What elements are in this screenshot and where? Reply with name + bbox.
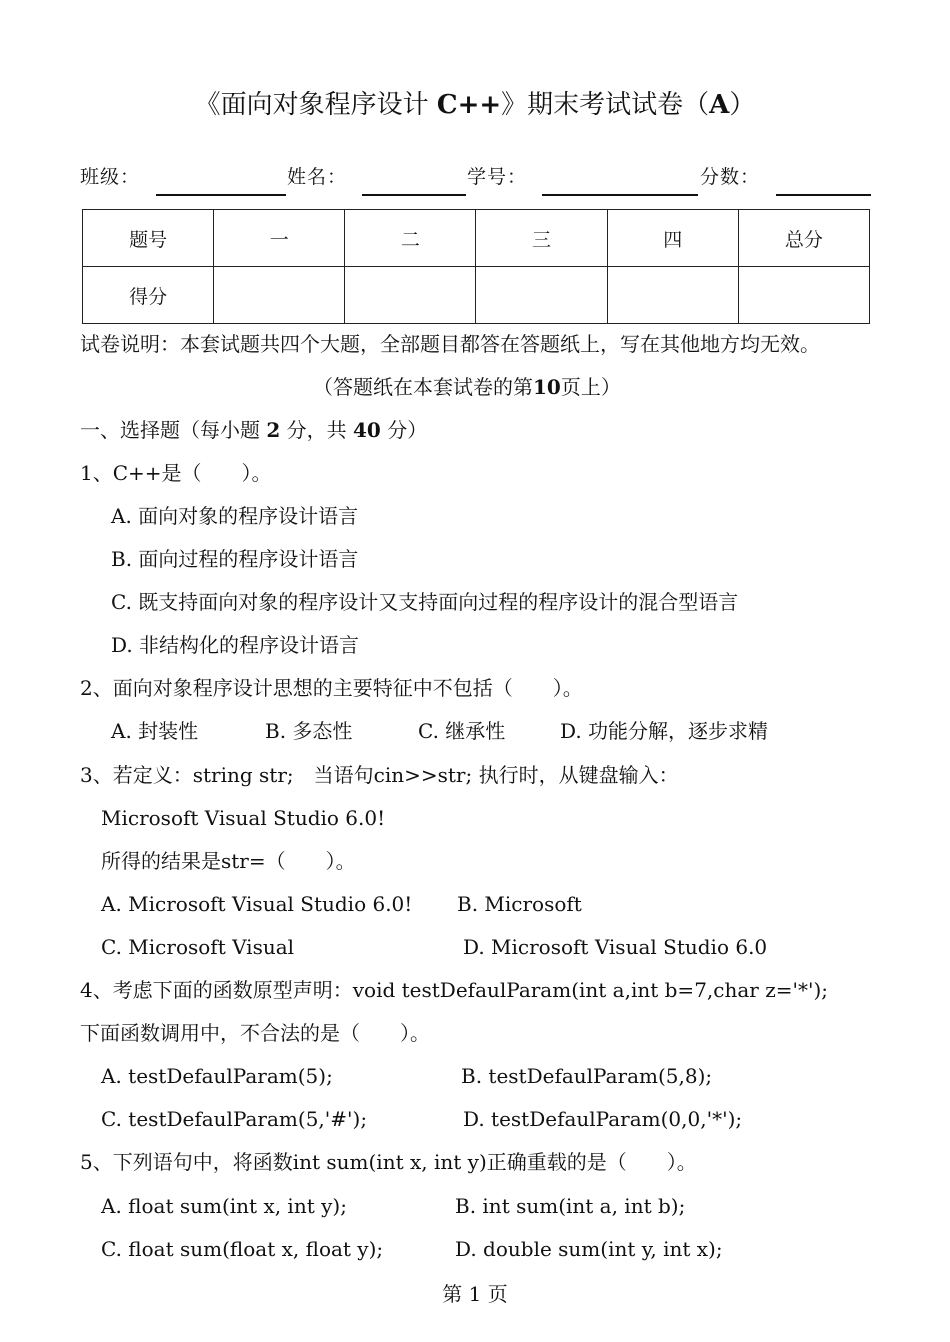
student-id-blank[interactable] xyxy=(542,194,698,196)
page-number: 第 1 页 xyxy=(442,1282,508,1306)
question-2-option-b: B. 多态性 xyxy=(265,719,353,743)
question-5-stem: 5、下列语句中，将函数int sum(int x, int y)正确重载的是（ ）。 xyxy=(80,1150,697,1174)
score-cell[interactable] xyxy=(607,267,738,324)
question-2-option-d: D. 功能分解，逐步求精 xyxy=(560,719,769,743)
score-table-header-row xyxy=(83,210,870,267)
question-2-stem: 2、面向对象程序设计思想的主要特征中不包括（ ）。 xyxy=(80,676,583,700)
question-2-option-c: C. 继承性 xyxy=(418,719,506,743)
question-3-option-d: D. Microsoft Visual Studio 6.0 xyxy=(463,935,768,959)
question-4-option-d: D. testDefaulParam(0,0,'*'); xyxy=(463,1107,743,1131)
instructions-line-2: （答题纸在本套试卷的第10页上） xyxy=(313,375,621,399)
score-cell[interactable] xyxy=(738,267,869,324)
question-3-option-c: C. Microsoft Visual xyxy=(101,935,295,959)
header-cell: 总分 xyxy=(738,210,869,267)
score-label: 分数： xyxy=(700,166,761,188)
question-5-option-d: D. double sum(int y, int x); xyxy=(455,1237,723,1261)
header-cell: 二 xyxy=(345,210,476,267)
header-cell: 四 xyxy=(607,210,738,267)
student-info-row xyxy=(80,164,871,198)
question-5-option-a: A. float sum(int x, int y); xyxy=(101,1194,347,1218)
class-blank[interactable] xyxy=(156,194,286,196)
name-label: 姓名： xyxy=(287,166,348,188)
question-3-stem: 3、若定义：string str; 当语句cin>>str; 执行时，从键盘输入： xyxy=(80,763,679,787)
score-cell[interactable] xyxy=(345,267,476,324)
question-5-option-b: B. int sum(int a, int b); xyxy=(455,1194,686,1218)
score-table-score-row xyxy=(83,267,870,324)
question-2-option-a: A. 封装性 xyxy=(111,719,199,743)
question-1-option-c: C. 既支持面向对象的程序设计又支持面向过程的程序设计的混合型语言 xyxy=(111,590,739,614)
question-4-stem-2: 下面函数调用中，不合法的是（ ）。 xyxy=(80,1021,430,1045)
question-3-result: 所得的结果是str=（ ）。 xyxy=(101,849,356,873)
question-3-input: Microsoft Visual Studio 6.0! xyxy=(101,806,386,830)
score-cell[interactable] xyxy=(476,267,607,324)
question-1-stem: 1、C++是（ ）。 xyxy=(80,461,272,485)
question-5-option-c: C. float sum(float x, float y); xyxy=(101,1237,384,1261)
question-1-option-d: D. 非结构化的程序设计语言 xyxy=(111,633,360,657)
student-id-label: 学号： xyxy=(467,166,528,188)
question-3-option-a: A. Microsoft Visual Studio 6.0! xyxy=(101,892,413,916)
row-label-cell: 得分 xyxy=(83,267,214,324)
question-1-option-b: B. 面向过程的程序设计语言 xyxy=(111,547,359,571)
question-3-option-b: B. Microsoft xyxy=(457,892,582,916)
name-blank[interactable] xyxy=(362,194,466,196)
score-table xyxy=(82,209,870,324)
question-4-stem: 4、考虑下面的函数原型声明：void testDefaulParam(int a,int b=7,char z='*'); xyxy=(80,978,829,1002)
class-label: 班级： xyxy=(80,166,141,188)
question-4-option-a: A. testDefaulParam(5); xyxy=(101,1064,333,1088)
header-cell: 一 xyxy=(214,210,345,267)
score-blank[interactable] xyxy=(776,194,871,196)
instructions-line-1: 试卷说明：本套试题共四个大题，全部题目都答在答题纸上，写在其他地方均无效。 xyxy=(80,332,820,356)
page-title: 《面向对象程序设计 C++》期末考试试卷（A） xyxy=(194,90,756,120)
question-1-option-a: A. 面向对象的程序设计语言 xyxy=(111,504,359,528)
question-4-option-b: B. testDefaulParam(5,8); xyxy=(461,1064,713,1088)
header-cell: 三 xyxy=(476,210,607,267)
section-1-heading: 一、选择题（每小题 2 分，共 40 分） xyxy=(80,418,428,442)
header-cell: 题号 xyxy=(83,210,214,267)
score-cell[interactable] xyxy=(214,267,345,324)
question-4-option-c: C. testDefaulParam(5,'#'); xyxy=(101,1107,368,1131)
